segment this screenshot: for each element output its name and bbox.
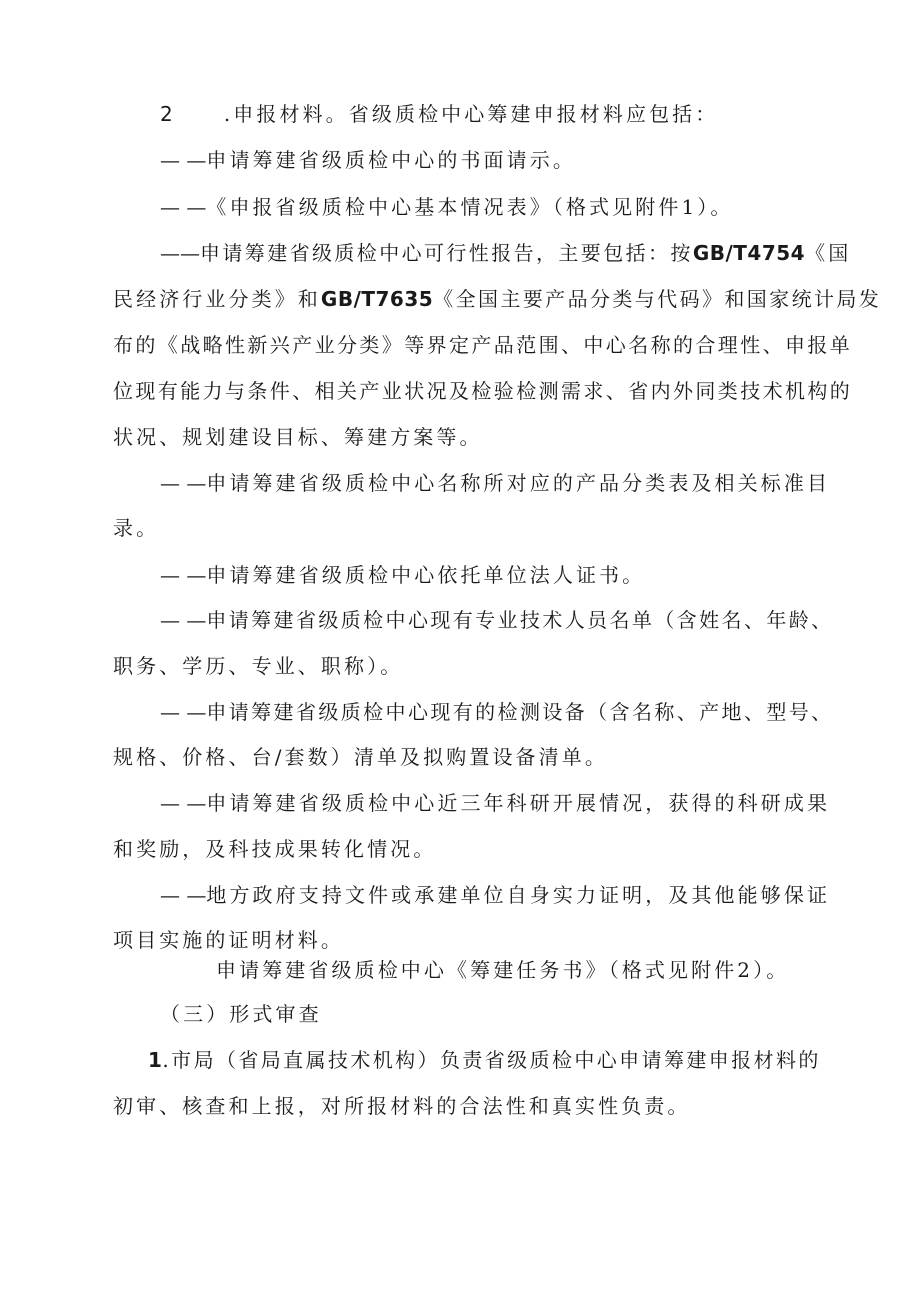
item-dash: ——: [160, 241, 200, 265]
list-item: [160, 563, 645, 587]
item-text: 民经济行业分类》和: [113, 287, 321, 311]
section-2-number: 2: [160, 102, 176, 126]
list-item-continuation: 初审、核查和上报，对所报材料的合法性和真实性负责。: [113, 1094, 691, 1118]
list-item: [160, 471, 830, 495]
list-item-continuation: 位现有能力与条件、相关产业状况及检验检测需求、省内外同类技术机构的: [113, 379, 853, 403]
section-2-heading: [160, 102, 718, 126]
item-text: 申请筹建省级质检中心名称所对应的产品分类表及相关标准目: [206, 471, 831, 495]
item-text: 申请筹建省级质检中心现有专业技术人员名单（含姓名、年龄、: [206, 608, 834, 632]
list-item: [160, 700, 834, 724]
item-text: 申请筹建省级质检中心近三年科研开展情况，获得的科研成果: [206, 791, 831, 815]
list-item-continuation: 项目实施的证明材料。: [113, 928, 344, 952]
item-dash: — —: [160, 195, 207, 219]
point-number: 1: [148, 1048, 163, 1072]
point-text: .市局（省局直属技术机构）负责省级质检中心申请筹建申报材料的: [162, 1048, 821, 1072]
list-item-continuation: 规格、价格、台/套数）清单及拟购置设备清单。: [113, 745, 608, 769]
list-item: [160, 791, 830, 815]
item-dash: — —: [160, 608, 207, 632]
item-text: 申请筹建省级质检中心现有的检测设备（含名称、产地、型号、: [206, 700, 834, 724]
item-text: 《申报省级质检中心基本情况表》（格式见附件1）。: [206, 195, 734, 219]
item-dash: — —: [160, 791, 207, 815]
list-item-continuation: 职务、学历、专业、职称）。: [113, 654, 404, 678]
list-item: [160, 195, 733, 219]
list-item: [160, 241, 851, 265]
list-item-continuation: 和奖励，及科技成果转化情况。: [113, 837, 437, 861]
item-text: 《国: [805, 241, 852, 265]
standard-code: GB/T7635: [320, 287, 434, 311]
item-text: 地方政府支持文件或承建单位自身实力证明，及其他能够保证: [206, 883, 831, 907]
item-dash: — —: [160, 563, 207, 587]
section-3-point-1: [148, 1048, 821, 1072]
list-item: [160, 148, 576, 172]
section-2-heading-text: .申报材料。省级质检中心筹建申报材料应包括：: [223, 102, 719, 126]
list-item-continuation: 布的《战略性新兴产业分类》等界定产品范围、中心名称的合理性、申报单: [113, 333, 853, 357]
item-dash: — —: [160, 148, 207, 172]
item-text: 申请筹建省级质检中心依托单位法人证书。: [206, 563, 646, 587]
item-text: 申请筹建省级质检中心的书面请示。: [206, 148, 576, 172]
list-item: 申请筹建省级质检中心《筹建任务书》（格式见附件2）。: [216, 958, 790, 982]
item-text: 申请筹建省级质检中心可行性报告，主要包括：按: [200, 241, 693, 265]
list-item-continuation: 录。: [113, 516, 160, 540]
item-dash: — —: [160, 471, 207, 495]
section-3-heading: （三）形式审查: [160, 1002, 322, 1026]
item-dash: — —: [160, 700, 207, 724]
list-item: [160, 608, 834, 632]
standard-code: GB/T4754: [692, 241, 806, 265]
item-text: 《全国主要产品分类与代码》和国家统计局发: [433, 287, 882, 311]
list-item-continuation: [113, 287, 881, 311]
list-item-continuation: 状况、规划建设目标、筹建方案等。: [113, 425, 483, 449]
item-dash: — —: [160, 883, 207, 907]
list-item: [160, 883, 830, 907]
